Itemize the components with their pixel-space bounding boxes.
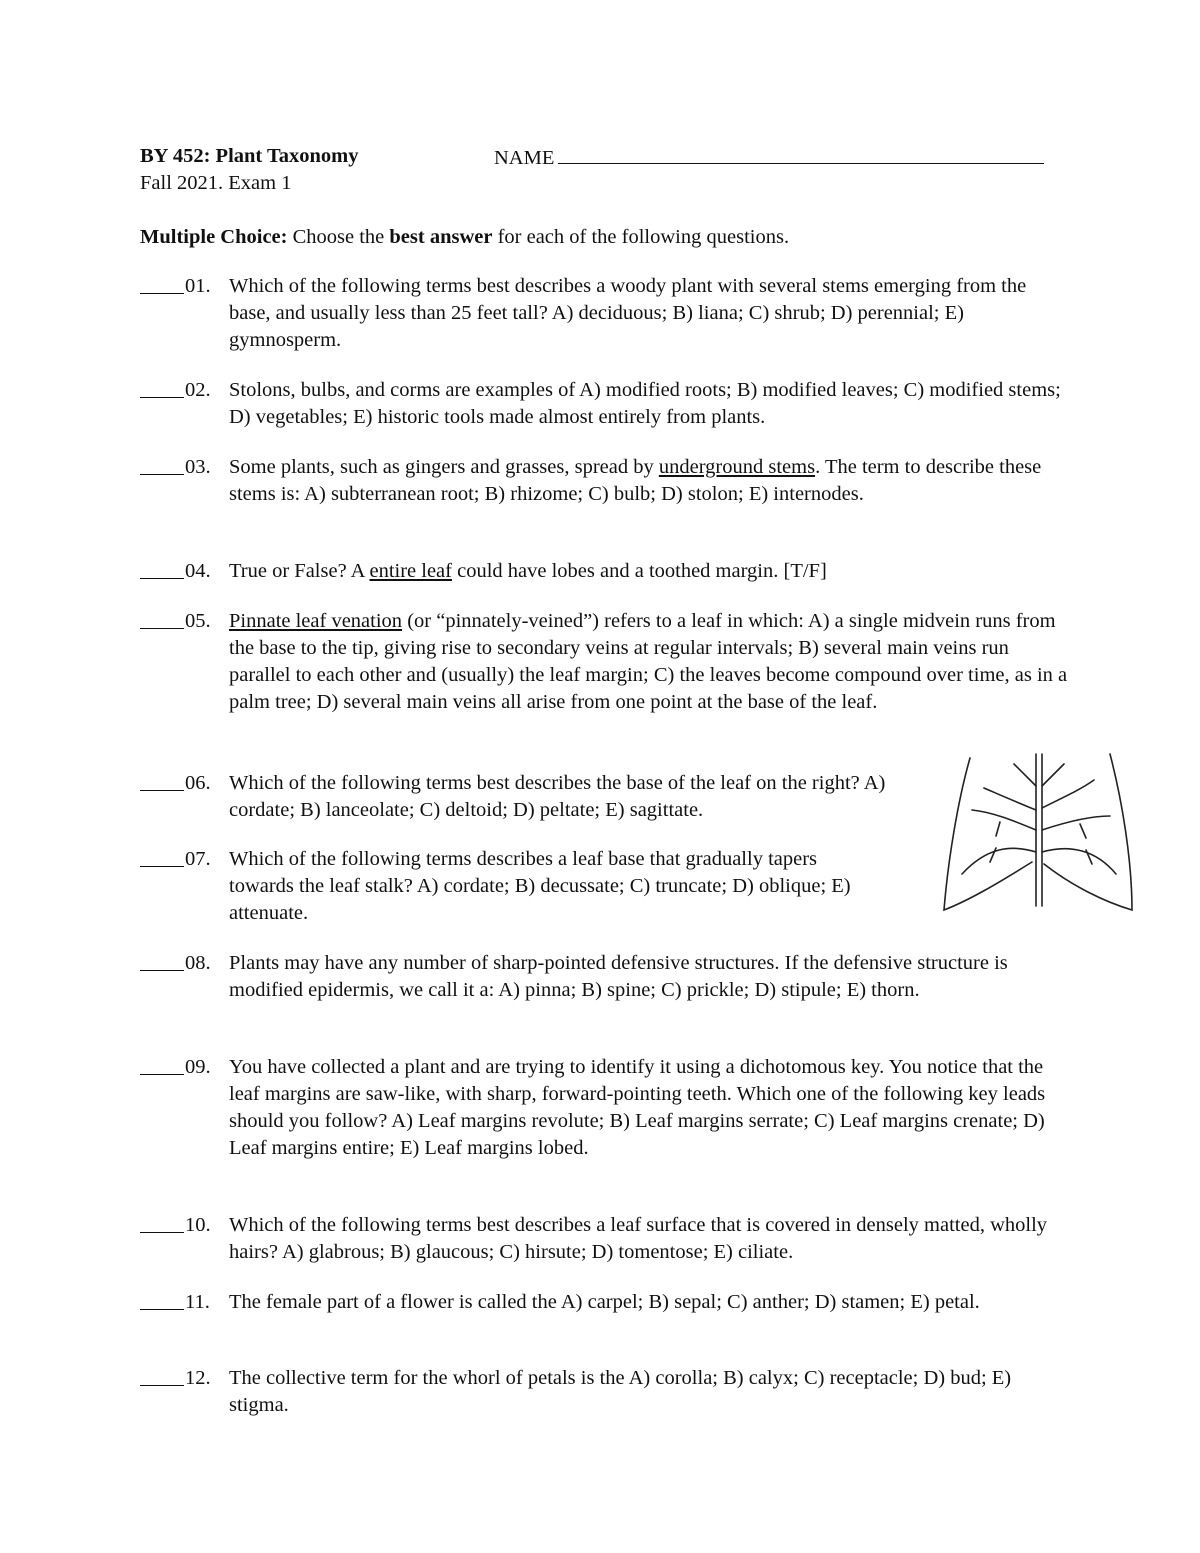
section-label: Multiple Choice: — [140, 226, 288, 248]
question-09 — [140, 1054, 1070, 1162]
answer-blank — [140, 377, 184, 404]
answer-blank — [140, 558, 184, 585]
vein — [990, 848, 996, 862]
exam-term: Fall 2021. Exam 1 — [140, 172, 292, 194]
vein — [972, 810, 1036, 830]
question-11 — [140, 1289, 1070, 1316]
question-number: 02. — [185, 379, 211, 401]
answer-blank — [140, 770, 184, 797]
question-12 — [140, 1365, 1070, 1419]
question-text — [229, 454, 1070, 508]
question-text-post: could have lobes and a toothed margin. [T/F] — [457, 560, 827, 582]
question-number: 08. — [185, 952, 211, 974]
question-number: 06. — [185, 772, 211, 794]
answer-blank — [140, 1054, 184, 1081]
question-number: 12. — [185, 1367, 211, 1389]
question-text-pre: Some plants, such as gingers and grasses, spread by — [229, 456, 654, 478]
instructions-emphasis: best answer — [389, 226, 493, 248]
vein — [1014, 764, 1036, 786]
question-text — [229, 608, 1070, 716]
underlined-term: Pinnate leaf venation — [229, 610, 403, 632]
question-10 — [140, 1212, 1070, 1266]
question-text: Plants may have any number of sharp-pointed defensive structures. If the defensive structure is modified epidermis, we call it a: A) pinna; B) spine; C) prickle; D) stipule; E) thorn. — [229, 952, 1008, 1001]
name-field — [494, 143, 1044, 172]
answer-blank — [140, 273, 184, 300]
question-02 — [140, 377, 1070, 431]
question-text: Which of the following terms best describes a woody plant with several stems emerging from the base, and usually less than 25 feet tall? A) deciduous; B) liana; C) shrub; D) perennial; E) gymnosperm. — [229, 275, 1027, 351]
question-text-post: (or “pinnately-veined”) refers to a leaf in which: A) a single midvein runs from the base to the tip, giving rise to secondary veins at regular intervals; B) several main veins run parallel to each other and (usually) the leaf margin; C) the leaves become compound over time, as in a palm tree; D) several main veins all arise from one point at the base of the leaf. — [229, 610, 1068, 713]
name-label: NAME — [494, 147, 555, 169]
question-number: 09. — [185, 1056, 211, 1078]
answer-blank — [140, 608, 184, 635]
question-text — [229, 558, 1070, 585]
question-03 — [140, 454, 1070, 508]
answer-blank — [140, 1289, 184, 1316]
answer-blank — [140, 454, 184, 481]
leaf-base-illustration — [940, 750, 1136, 918]
answer-blank — [140, 1365, 184, 1392]
question-number: 03. — [185, 456, 211, 478]
question-number: 11. — [185, 1291, 210, 1313]
question-04 — [140, 558, 1070, 585]
question-number: 05. — [185, 610, 211, 632]
question-text: Stolons, bulbs, and corms are examples of A) modified roots; B) modified leaves; C) modified stems; D) vegetables; E) historic tools made almost entirely from plants. — [229, 379, 1061, 428]
question-number: 01. — [185, 275, 211, 297]
vein — [962, 848, 1036, 874]
question-text: You have collected a plant and are trying to identify it using a dichotomous key. You notice that the leaf margins are saw-like, with sharp, forward-pointing teeth. Which one of the following key leads should you follow? A) Leaf margins revolute; B) Leaf margins serrate; C) Leaf margins crenate; D) Leaf margins entire; E) Leaf margins lobed. — [229, 1056, 1046, 1159]
question-text-pre: True or False? A — [229, 560, 365, 582]
vein — [1080, 824, 1086, 838]
question-01 — [140, 273, 1070, 354]
question-text: Which of the following terms describes a leaf base that gradually tapers towards the leaf stalk? A) cordate; B) decussate; C) truncate; D) oblique; E) attenuate. — [229, 848, 851, 924]
question-05 — [140, 608, 1070, 716]
answer-blank — [140, 1212, 184, 1239]
question-text-post: . The term to describe these stems is: A) subterranean root; B) rhizome; C) bulb; D) stolon; E) internodes. — [229, 456, 1042, 505]
question-text: The collective term for the whorl of petals is the A) corolla; B) calyx; C) receptacle; D) bud; E) stigma. — [229, 1367, 1012, 1416]
question-07 — [140, 846, 860, 927]
underlined-term: underground stems — [658, 456, 816, 478]
vein — [1042, 780, 1094, 808]
underlined-term: entire leaf — [369, 560, 452, 582]
question-text: Which of the following terms best describes the base of the leaf on the right? A) cordate; B) lanceolate; C) deltoid; D) peltate; E) sagittate. — [229, 772, 886, 821]
question-number: 07. — [185, 848, 211, 870]
vein — [996, 822, 1000, 836]
instructions-text-before: Choose the — [292, 226, 385, 248]
question-text: Which of the following terms best describes a leaf surface that is covered in densely matted, wholly hairs? A) glabrous; B) glaucous; C) hirsute; D) tomentose; E) ciliate. — [229, 1214, 1048, 1263]
leaf-right-margin — [1044, 754, 1132, 910]
answer-blank — [140, 950, 184, 977]
question-08 — [140, 950, 1070, 1004]
vein — [1042, 816, 1110, 830]
vein — [1086, 850, 1092, 864]
course-title: BY 452: Plant Taxonomy — [140, 145, 359, 167]
question-number: 04. — [185, 560, 211, 582]
leaf-left-margin — [944, 758, 1032, 910]
name-blank-line — [558, 143, 1044, 164]
question-06 — [140, 770, 910, 824]
instructions-text-after: for each of the following questions. — [497, 226, 790, 248]
question-number: 10. — [185, 1214, 211, 1236]
question-text: The female part of a flower is called the A) carpel; B) sepal; C) anther; D) stamen; E) petal. — [229, 1291, 980, 1313]
answer-blank — [140, 846, 184, 873]
vein — [984, 788, 1036, 810]
vein — [1042, 764, 1064, 786]
instructions — [140, 224, 789, 251]
